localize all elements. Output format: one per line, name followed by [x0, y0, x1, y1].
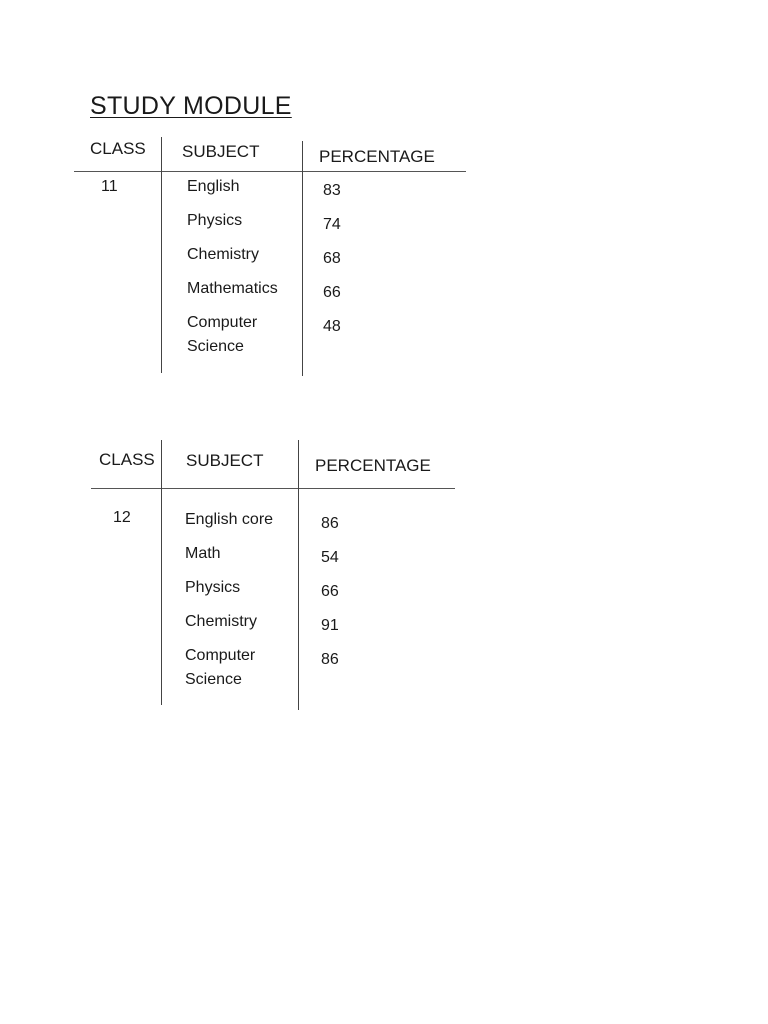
percentage-cell: 66	[321, 583, 339, 600]
percentage-cell: 48	[323, 318, 341, 335]
header-subject: SUBJECT	[182, 142, 260, 161]
subject-cell: English	[187, 178, 240, 195]
subject-cell-line2: Science	[187, 338, 244, 355]
percentage-cell: 83	[323, 182, 341, 199]
column-divider	[298, 440, 299, 710]
header-divider	[91, 488, 455, 489]
column-divider	[161, 137, 162, 373]
header-percentage: PERCENTAGE	[315, 456, 431, 475]
percentage-cell: 68	[323, 250, 341, 267]
subject-cell: Computer	[187, 314, 258, 331]
percentage-cell: 54	[321, 549, 339, 566]
subject-cell: Computer	[185, 647, 256, 664]
subject-cell: Math	[185, 545, 221, 562]
percentage-cell: 66	[323, 284, 341, 301]
subject-cell: English core	[185, 511, 274, 528]
subject-cell: Mathematics	[187, 280, 278, 297]
header-divider	[74, 171, 466, 172]
header-percentage: PERCENTAGE	[319, 147, 435, 166]
subject-cell: Chemistry	[187, 246, 260, 263]
header-class: CLASS	[90, 139, 146, 158]
page-title: STUDY MODULE	[90, 92, 292, 120]
header-class: CLASS	[99, 450, 155, 469]
percentage-cell: 86	[321, 651, 339, 668]
column-divider	[302, 141, 303, 376]
subject-cell: Physics	[185, 579, 241, 596]
class-value: 12	[113, 509, 131, 526]
subject-cell: Chemistry	[185, 613, 258, 630]
percentage-cell: 91	[321, 617, 339, 634]
header-subject: SUBJECT	[186, 451, 264, 470]
subject-cell: Physics	[187, 212, 243, 229]
percentage-cell: 74	[323, 216, 341, 233]
class-value: 11	[101, 178, 118, 195]
subject-cell-line2: Science	[185, 671, 242, 688]
percentage-cell: 86	[321, 515, 339, 532]
column-divider	[161, 440, 162, 705]
